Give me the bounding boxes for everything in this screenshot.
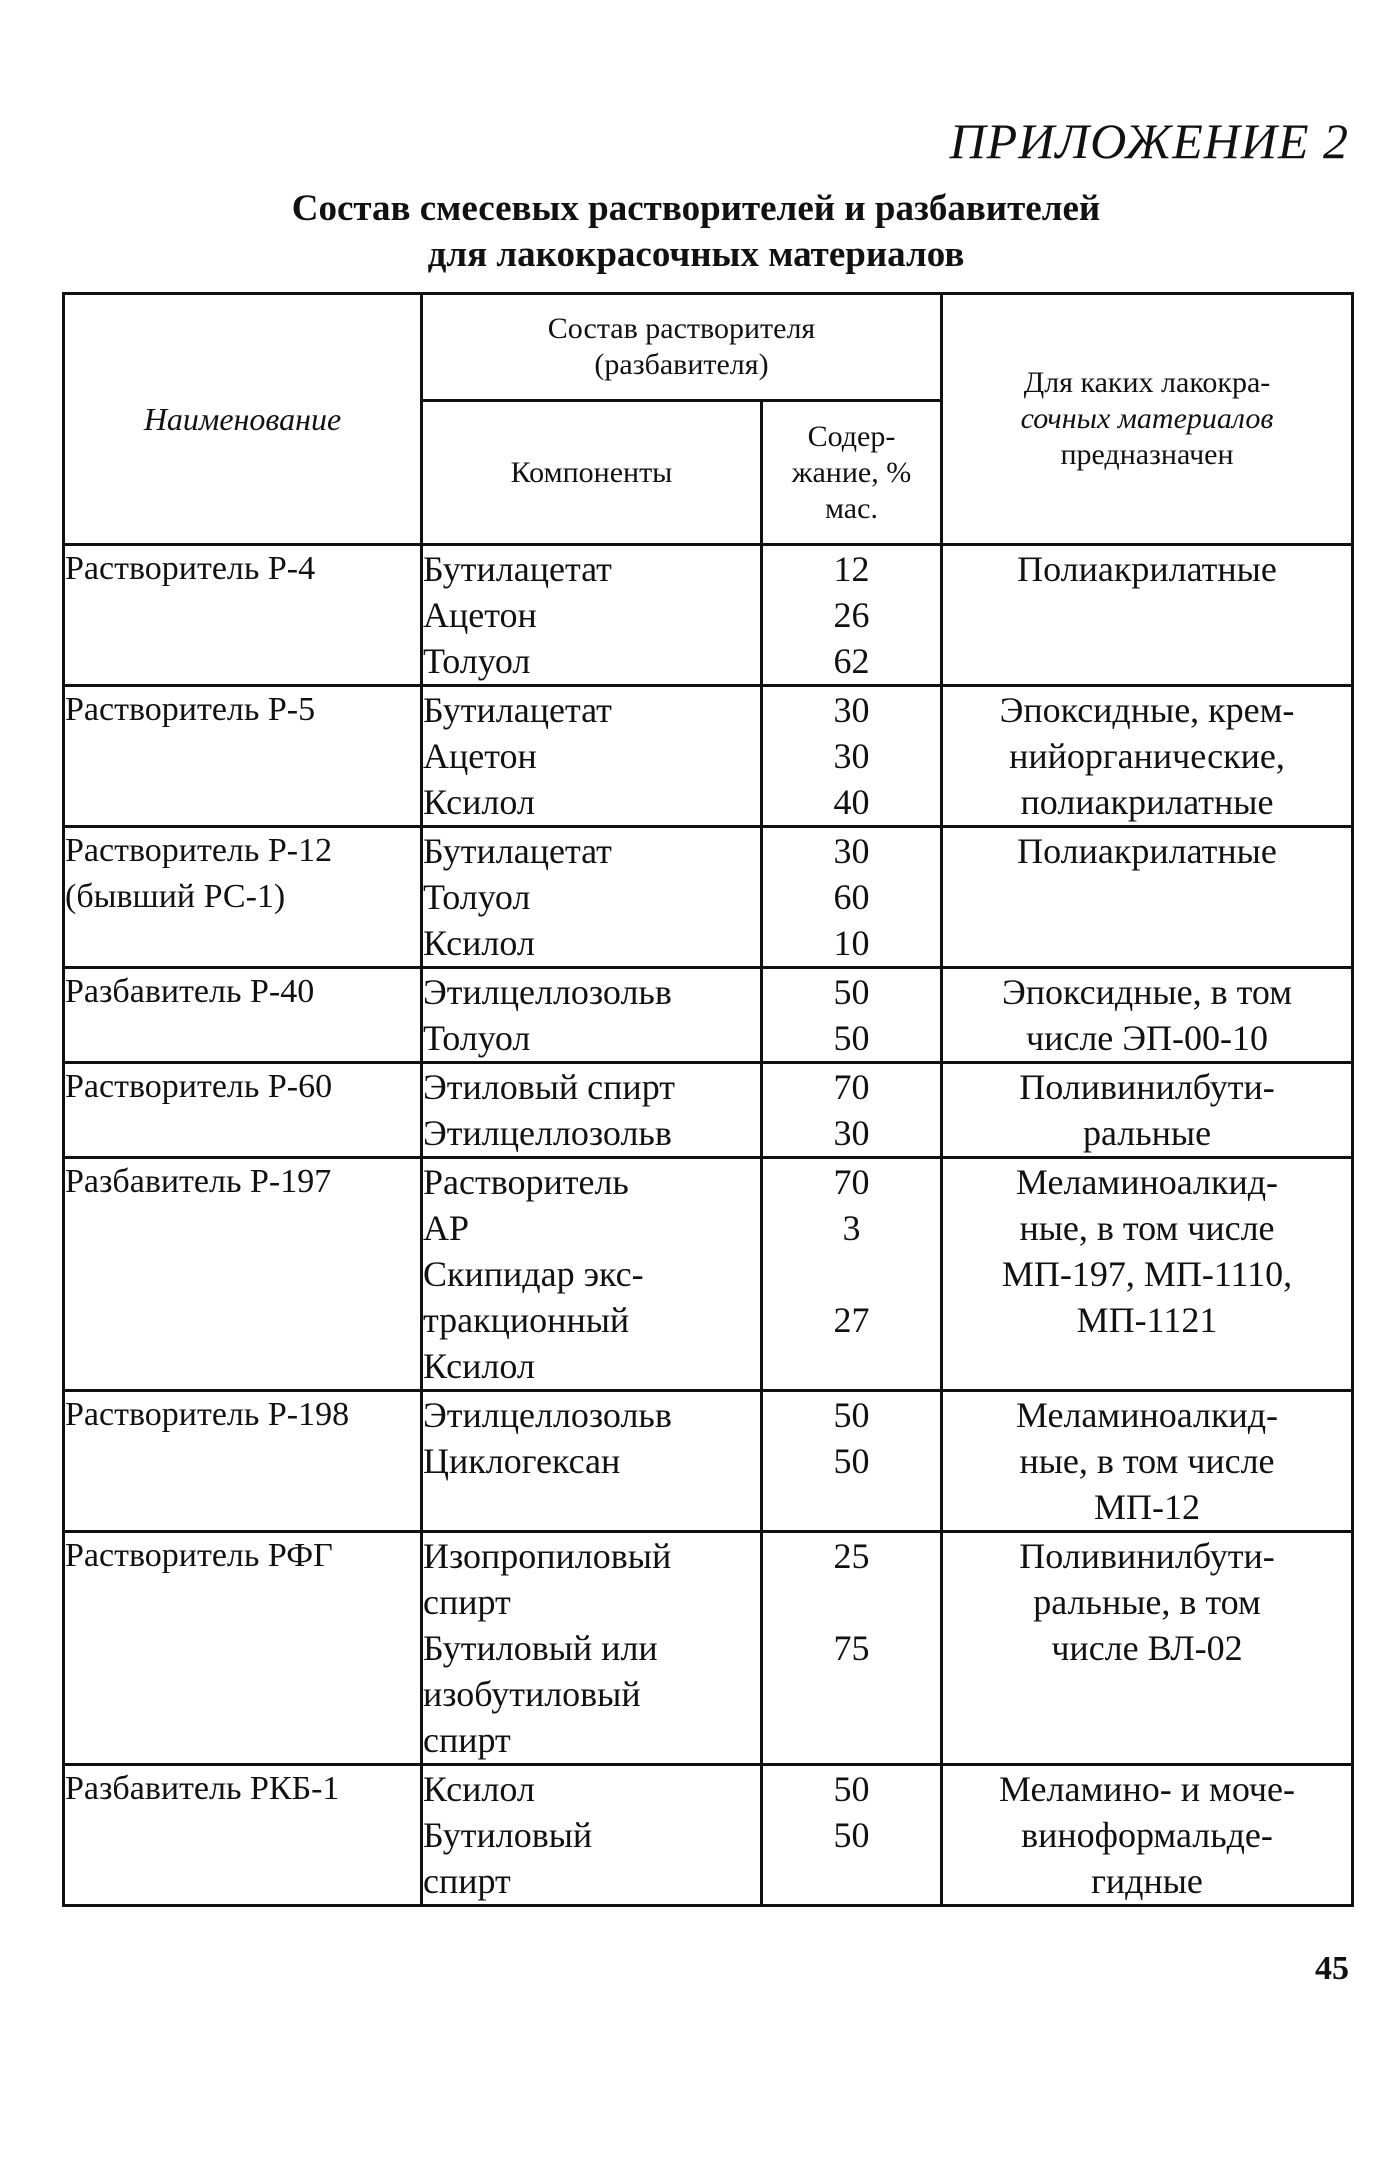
purpose xyxy=(943,874,1351,920)
purpose: Меламиноалкид- xyxy=(1015,1395,1279,1435)
solvent-name-cell xyxy=(64,686,422,827)
purpose: Поливинилбути- xyxy=(1019,1536,1275,1576)
title-line-1: Состав смесевых растворителей и разбавителей xyxy=(291,188,1101,229)
solvent-name-cell xyxy=(64,1158,422,1391)
solvent-name xyxy=(65,1110,420,1156)
table-row xyxy=(64,968,1353,1063)
component: Ксилол xyxy=(423,782,535,822)
purpose xyxy=(943,592,1351,638)
solvent-name-cell xyxy=(64,827,422,968)
purpose: Меламино- и моче- xyxy=(999,1769,1295,1809)
content-value-cell xyxy=(762,827,942,968)
component: Скипидар экс- xyxy=(423,1254,644,1294)
content-value: 62 xyxy=(833,641,870,681)
solvent-name xyxy=(65,1015,420,1061)
purpose-cell xyxy=(942,968,1353,1063)
content-value: 30 xyxy=(833,736,870,776)
component: спирт xyxy=(423,1582,511,1622)
table-row xyxy=(64,1765,1353,1906)
content-value: 10 xyxy=(833,923,870,963)
component: Бутиловый xyxy=(423,1815,593,1855)
component: спирт xyxy=(423,1720,511,1760)
content-value-cell xyxy=(762,1765,942,1906)
solvent-name xyxy=(65,1717,420,1763)
purpose: Эпоксидные, крем- xyxy=(999,690,1295,730)
purpose-cell xyxy=(942,1532,1353,1765)
solvent-name xyxy=(65,1343,420,1389)
table-row xyxy=(64,827,1353,968)
appendix-label: ПРИЛОЖЕНИЕ 2 xyxy=(949,113,1349,169)
purpose: ральные, в том xyxy=(1033,1582,1261,1622)
component: Бутилацетат xyxy=(423,549,612,589)
component: Ацетон xyxy=(423,736,537,776)
component-cell xyxy=(422,1391,762,1532)
solvent-name: Растворитель РФГ xyxy=(65,1537,333,1574)
solvent-name xyxy=(65,1812,420,1858)
component: Ксилол xyxy=(423,1346,535,1386)
purpose-cell xyxy=(942,686,1353,827)
solvent-name xyxy=(65,920,420,966)
component: Толуол xyxy=(423,877,531,917)
solvent-name xyxy=(65,1671,420,1717)
content-value-cell xyxy=(762,1158,942,1391)
purpose: МП-1121 xyxy=(1076,1300,1218,1340)
component: Ксилол xyxy=(423,923,535,963)
header-composition xyxy=(422,294,942,401)
solvent-name: (бывший РС-1) xyxy=(65,878,286,915)
content-value: 70 xyxy=(833,1162,870,1202)
content-value: 3 xyxy=(842,1208,861,1248)
component: АР xyxy=(423,1208,470,1248)
purpose: полиакрилатные xyxy=(1020,782,1274,822)
purpose-cell xyxy=(942,1765,1353,1906)
purpose-cell xyxy=(942,1063,1353,1158)
component xyxy=(423,1484,760,1530)
content-value xyxy=(763,1717,940,1763)
content-value: 30 xyxy=(833,690,870,730)
content-value-cell xyxy=(762,1532,942,1765)
component: Ксилол xyxy=(423,1769,535,1809)
table-row xyxy=(64,545,1353,686)
header-composition-text: Состав растворителя (разбавителя) xyxy=(547,312,816,381)
content-value xyxy=(763,1343,940,1389)
purpose xyxy=(943,638,1351,684)
component-cell xyxy=(422,1063,762,1158)
purpose: виноформальде- xyxy=(1021,1815,1273,1855)
component: Этиловый спирт xyxy=(423,1067,675,1107)
solvent-name: Растворитель Р-60 xyxy=(65,1068,333,1105)
table-row xyxy=(64,1063,1353,1158)
page-number: 45 xyxy=(1315,1950,1349,1987)
content-value: 50 xyxy=(833,972,870,1012)
table-row xyxy=(64,1391,1353,1532)
component: Растворитель xyxy=(423,1162,629,1202)
solvent-name xyxy=(65,779,420,825)
header-components: Компоненты xyxy=(422,401,762,545)
purpose xyxy=(943,1671,1351,1717)
header-purpose-line-2: сочных материалов xyxy=(1020,402,1274,435)
content-value xyxy=(763,1671,940,1717)
purpose-cell xyxy=(942,1391,1353,1532)
header-content xyxy=(762,401,942,545)
solvent-name: Разбавитель Р-40 xyxy=(65,973,315,1010)
solvent-name xyxy=(65,1438,420,1484)
content-value: 75 xyxy=(833,1628,870,1668)
table-row xyxy=(64,1158,1353,1391)
purpose: ральные xyxy=(1082,1113,1212,1153)
content-value xyxy=(763,1484,940,1530)
solvent-name xyxy=(65,1858,420,1904)
content-value: 50 xyxy=(833,1441,870,1481)
content-value: 12 xyxy=(833,549,870,589)
purpose: Полиакрилатные xyxy=(1017,831,1277,871)
purpose: МП-12 xyxy=(1094,1487,1200,1527)
solvent-name: Растворитель Р-4 xyxy=(65,550,316,587)
content-value: 30 xyxy=(833,831,870,871)
component: Этилцеллозольв xyxy=(423,1113,672,1153)
component: Толуол xyxy=(423,641,531,681)
purpose: Меламиноалкид- xyxy=(1015,1162,1279,1202)
content-value: 50 xyxy=(833,1815,870,1855)
purpose-cell xyxy=(942,827,1353,968)
purpose xyxy=(943,1717,1351,1763)
component-cell xyxy=(422,1765,762,1906)
component: тракционный xyxy=(423,1300,630,1340)
component-cell xyxy=(422,545,762,686)
content-value: 25 xyxy=(833,1536,870,1576)
content-value: 30 xyxy=(833,1113,870,1153)
solvent-name xyxy=(65,1205,420,1251)
content-value: 50 xyxy=(833,1018,870,1058)
content-value: 70 xyxy=(833,1067,870,1107)
content-value: 40 xyxy=(833,782,870,822)
solvent-name: Растворитель Р-12 xyxy=(65,832,333,869)
component: спирт xyxy=(423,1861,511,1901)
component: Бутилацетат xyxy=(423,831,612,871)
component: Ацетон xyxy=(423,595,537,635)
purpose: Эпоксидные, в том xyxy=(1002,972,1292,1012)
component: Изопропиловый xyxy=(423,1536,672,1576)
table-row xyxy=(64,1532,1353,1765)
purpose: ные, в том числе xyxy=(1019,1208,1275,1248)
solvent-name-cell xyxy=(64,545,422,686)
purpose xyxy=(943,920,1351,966)
content-value: 60 xyxy=(833,877,870,917)
solvent-name xyxy=(65,733,420,779)
purpose-cell xyxy=(942,545,1353,686)
purpose: Полиакрилатные xyxy=(1017,549,1277,589)
solvent-name-cell xyxy=(64,1532,422,1765)
solvent-name-cell xyxy=(64,1765,422,1906)
header-content-text: Содер-жание, % мас. xyxy=(791,419,912,525)
component: изобутиловый xyxy=(423,1674,641,1714)
content-value: 50 xyxy=(833,1769,870,1809)
component-cell xyxy=(422,686,762,827)
solvent-name xyxy=(65,1297,420,1343)
component: Толуол xyxy=(423,1018,531,1058)
solvent-name: Разбавитель РКБ-1 xyxy=(65,1770,340,1807)
component: Этилцеллозольв xyxy=(423,1395,672,1435)
table-title xyxy=(0,186,1392,278)
purpose: числе ЭП-00-10 xyxy=(1025,1018,1269,1058)
purpose: гидные xyxy=(1091,1861,1203,1901)
component: Циклогексан xyxy=(423,1441,621,1481)
solvent-name xyxy=(65,592,420,638)
content-value-cell xyxy=(762,968,942,1063)
component: Бутилацетат xyxy=(423,690,612,730)
solvent-name: Растворитель Р-5 xyxy=(65,691,316,728)
purpose: ные, в том числе xyxy=(1019,1441,1275,1481)
solvent-name-cell xyxy=(64,1391,422,1532)
content-value-cell xyxy=(762,1391,942,1532)
solvent-name xyxy=(65,638,420,684)
purpose-cell xyxy=(942,1158,1353,1391)
solvent-name xyxy=(65,1625,420,1671)
component-cell xyxy=(422,1532,762,1765)
component: Бутиловый или xyxy=(423,1628,658,1668)
solvent-name: Разбавитель Р-197 xyxy=(65,1163,332,1200)
header-purpose-line-3: предназначен xyxy=(1060,438,1234,471)
table-row xyxy=(64,686,1353,827)
content-value: 26 xyxy=(833,595,870,635)
solvent-name: Растворитель Р-198 xyxy=(65,1396,350,1433)
component: Этилцеллозольв xyxy=(423,972,672,1012)
content-value-cell xyxy=(762,1063,942,1158)
header-purpose-line-1: Для каких лакокра- xyxy=(1023,366,1271,399)
content-value xyxy=(763,1251,940,1297)
solvent-name xyxy=(65,1484,420,1530)
content-value-cell xyxy=(762,545,942,686)
header-purpose xyxy=(942,294,1353,545)
component-cell xyxy=(422,968,762,1063)
component-cell xyxy=(422,1158,762,1391)
content-value xyxy=(763,1579,940,1625)
header-name: Наименование xyxy=(64,294,422,545)
title-line-2: для лакокрасочных материалов xyxy=(427,234,965,275)
content-value-cell xyxy=(762,686,942,827)
solvents-table xyxy=(62,292,1354,1907)
content-value: 27 xyxy=(833,1300,870,1340)
purpose: Поливинилбути- xyxy=(1019,1067,1275,1107)
content-value: 50 xyxy=(833,1395,870,1435)
purpose: нийорганические, xyxy=(1009,736,1285,776)
purpose: числе ВЛ-02 xyxy=(1051,1628,1243,1668)
content-value xyxy=(763,1858,940,1904)
solvent-name-cell xyxy=(64,968,422,1063)
purpose xyxy=(943,1343,1351,1389)
purpose: МП-197, МП-1110, xyxy=(1001,1254,1293,1294)
solvent-name xyxy=(65,1251,420,1297)
solvent-name-cell xyxy=(64,1063,422,1158)
solvent-name xyxy=(65,1579,420,1625)
component-cell xyxy=(422,827,762,968)
